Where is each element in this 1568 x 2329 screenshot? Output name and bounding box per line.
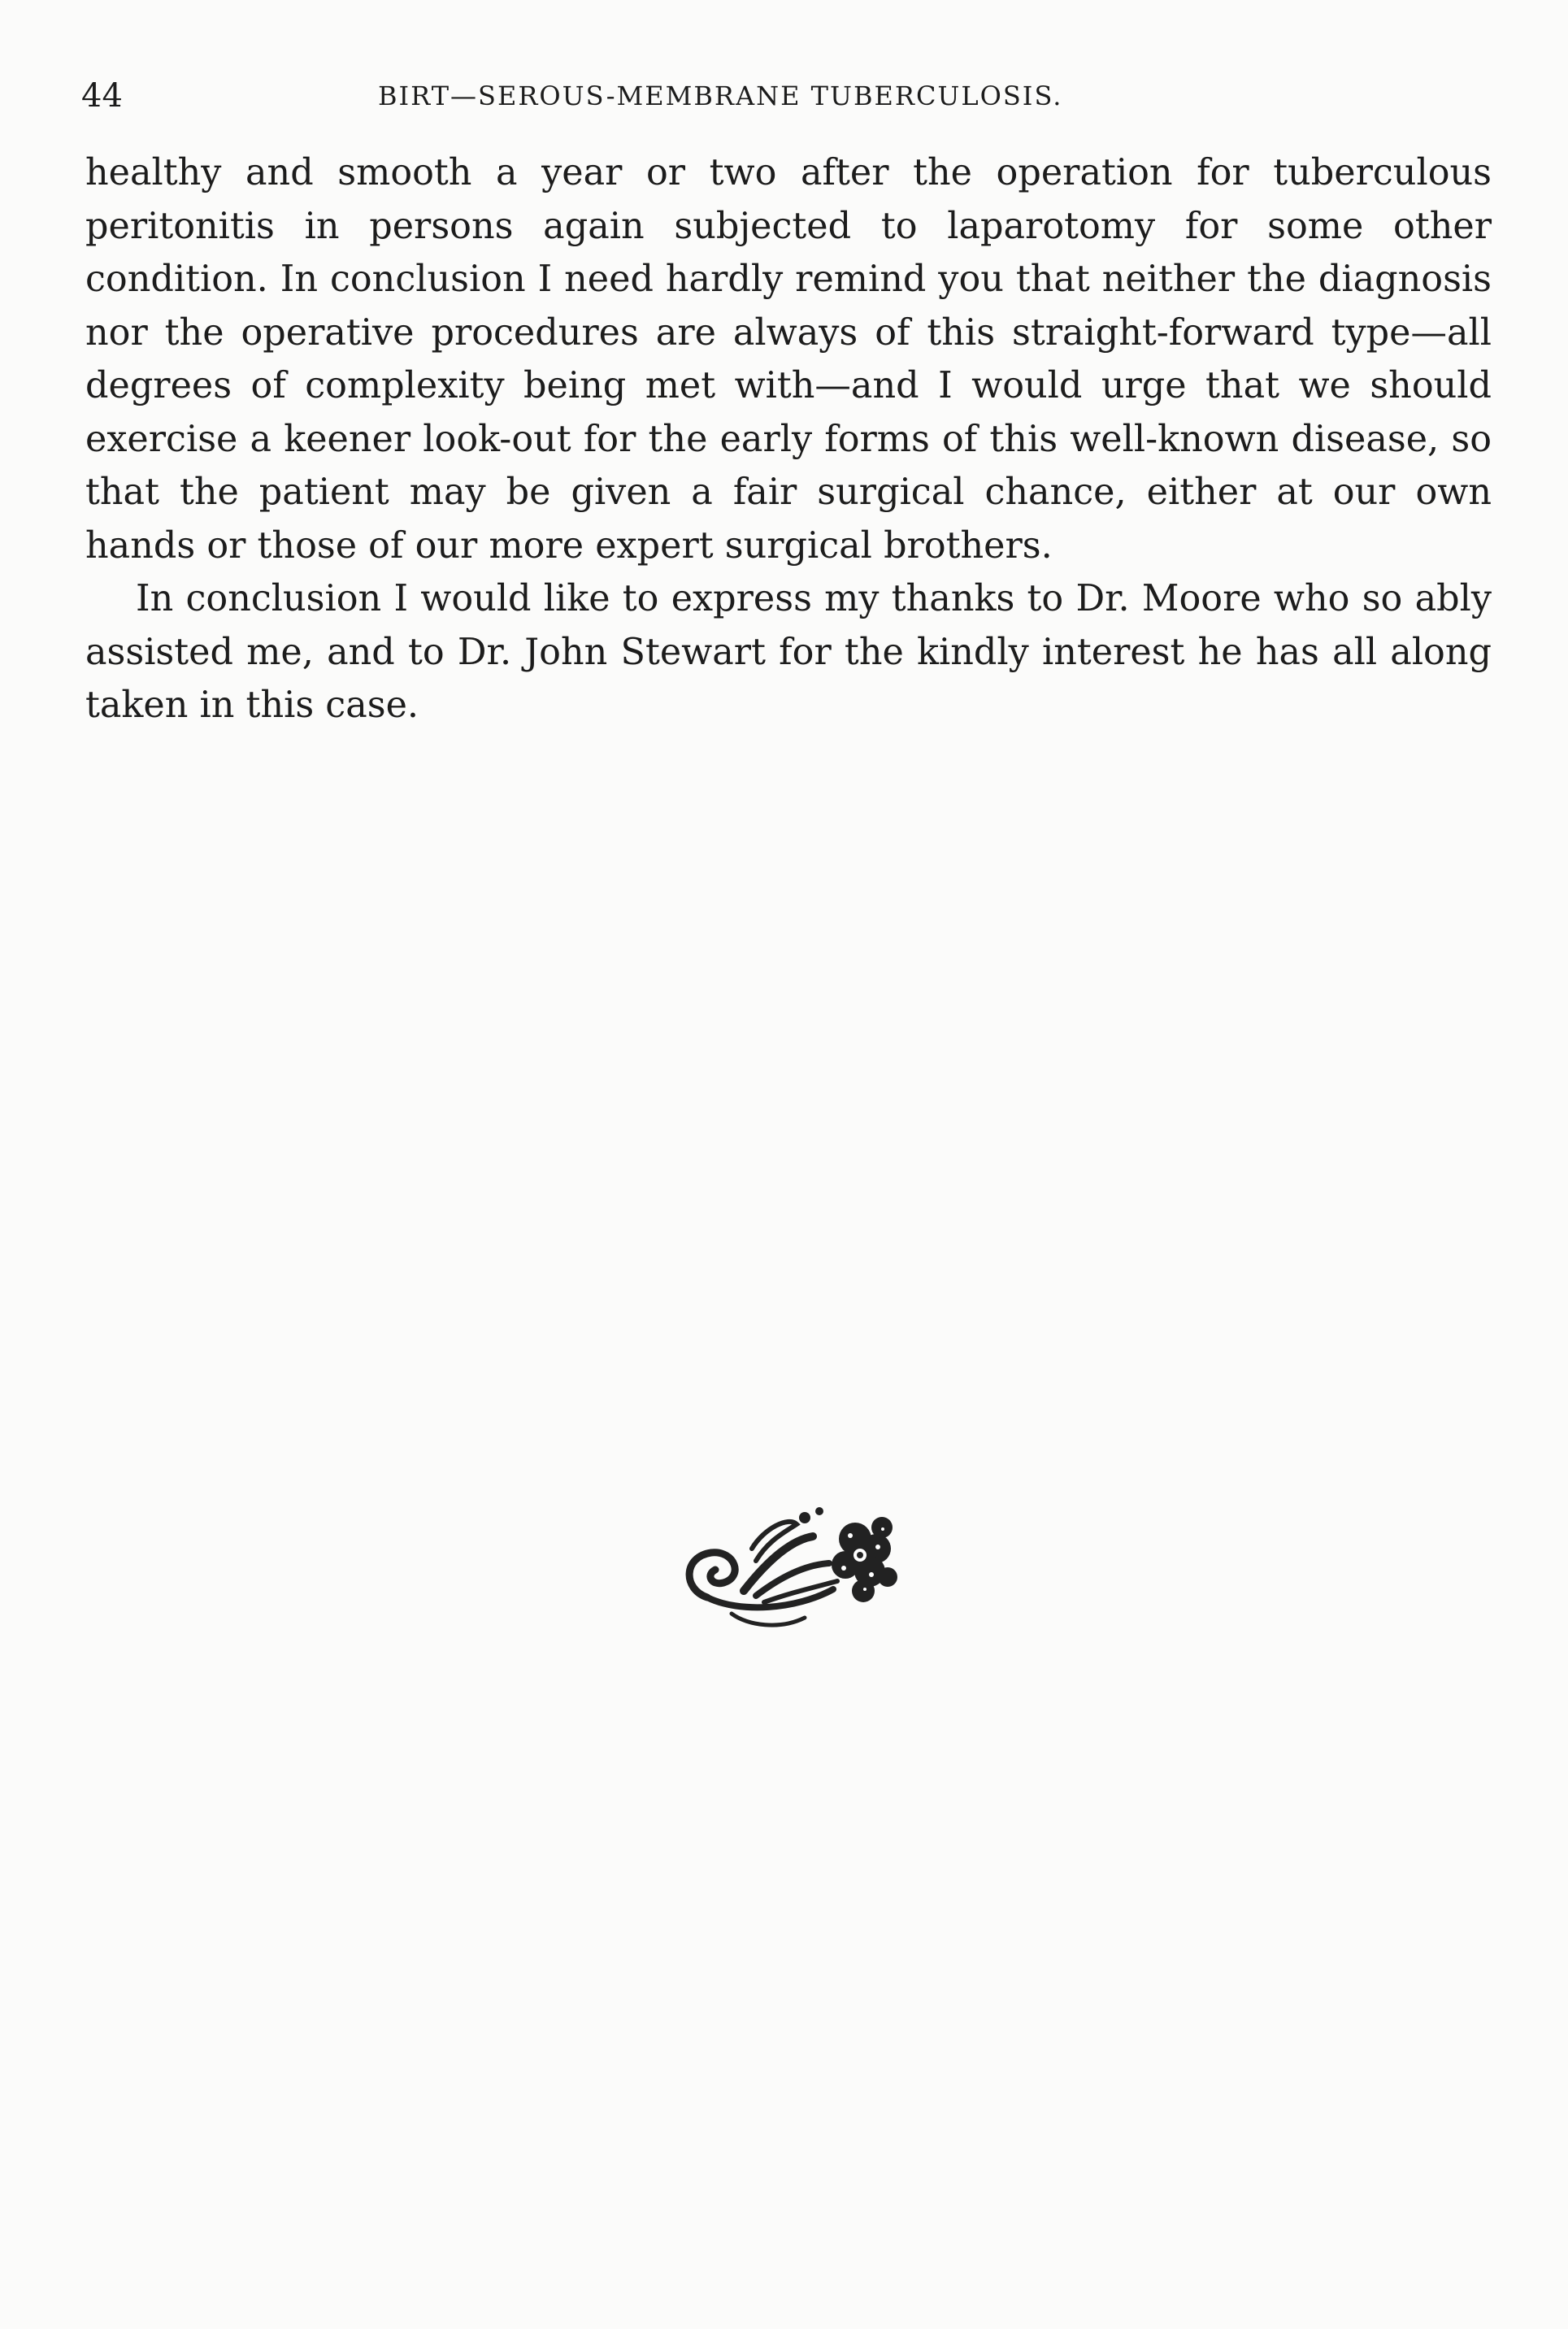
paragraph-continued: healthy and smooth a year or two after the operation for tuberculous peritonitis in persons again subjected to laparotomy for some other condition. In conclusion I need hardly remind you that neither the diagnosis nor the operative procedures are always of this straight-forward type—all degrees of complexity being met with—and I would urge that we should exercise a keener look-out for the early forms of this well-known disease, so that the patient may be given a fair surgical chance, either at our own hands or those of our more expert surgical brothers. (85, 152, 1492, 567)
running-title: BIRT—SEROUS-MEMBRANE TUBERCULOSIS. (378, 80, 1063, 111)
body-text (85, 146, 1492, 732)
paragraph-acknowledgement: In conclusion I would like to express my thanks to Dr. Moore who so ably assisted me, and to Dr. John Stewart for the kindly interest he has all along taken in this case. (85, 578, 1492, 726)
running-head (81, 72, 1496, 120)
page-number: 44 (81, 77, 123, 115)
floral-ornament-icon (675, 1500, 910, 1638)
